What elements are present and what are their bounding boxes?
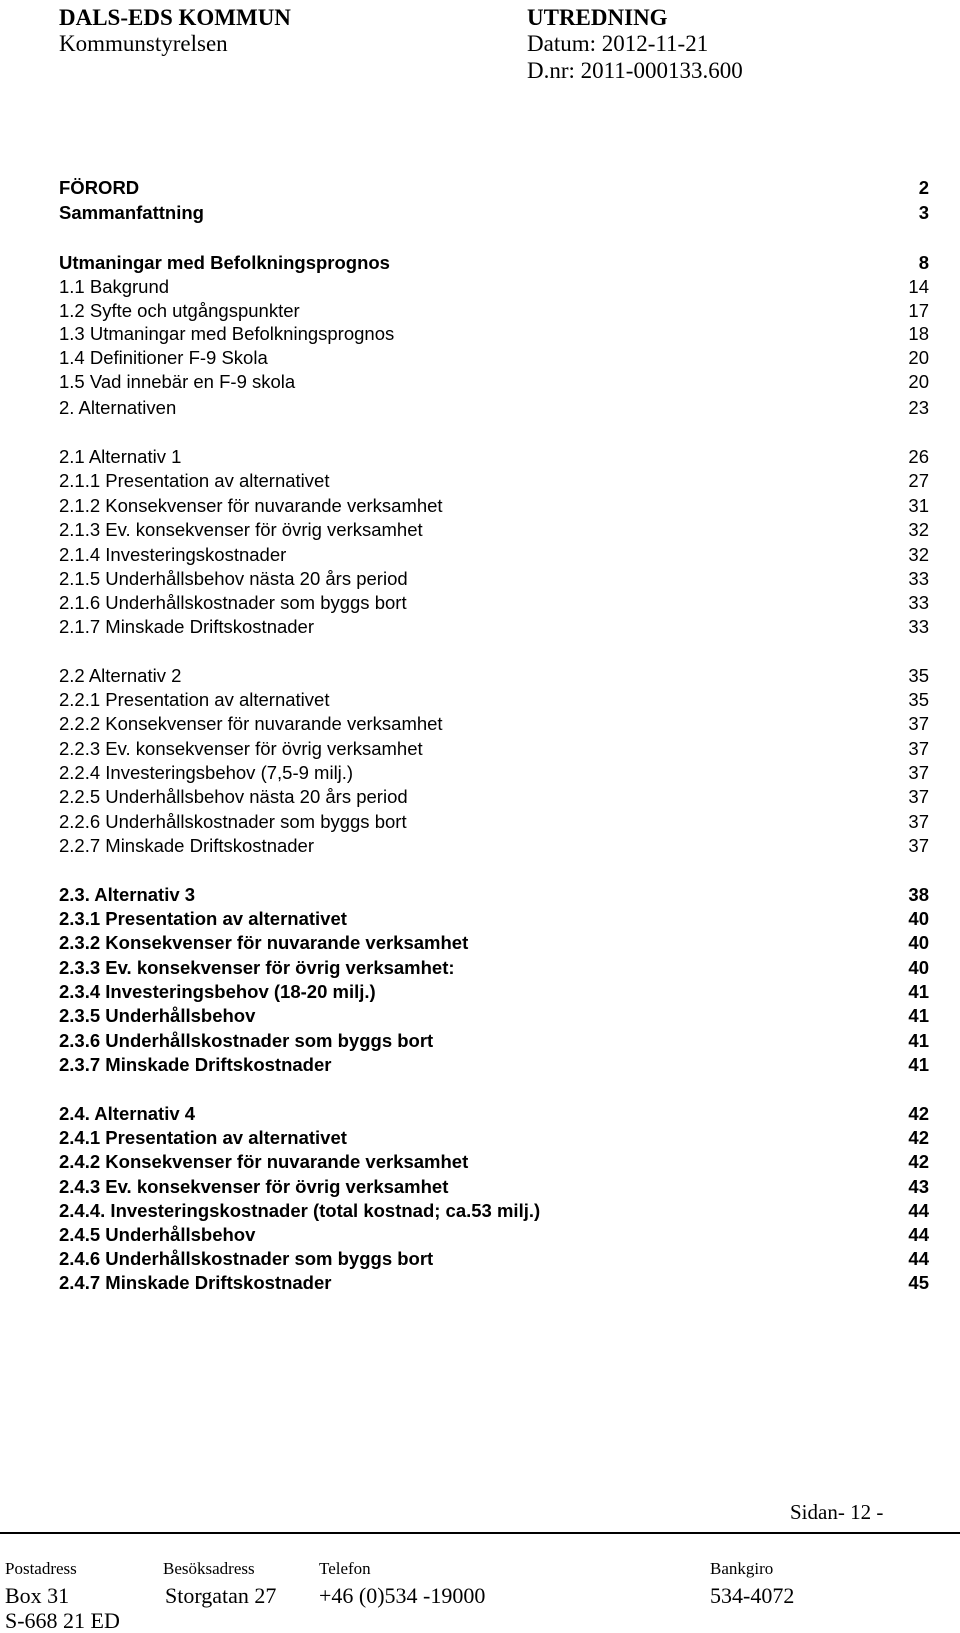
toc-entry [59, 468, 929, 494]
toc-entry-title: 2.2.6 Underhållskostnader som byggs bort [59, 811, 407, 832]
toc-entry [59, 274, 929, 300]
document-type: UTREDNING [527, 5, 668, 30]
toc-entry-title: 2.3.1 Presentation av alternativet [59, 908, 347, 929]
toc-entry-page: 40 [908, 957, 929, 978]
toc-entry [59, 833, 929, 859]
toc-entry-title: 2.4.1 Presentation av alternativet [59, 1127, 347, 1148]
toc-entry-page: 42 [908, 1103, 929, 1124]
toc-entry [59, 1174, 929, 1200]
toc-entry-page: 32 [908, 544, 929, 565]
toc-entry-page: 37 [908, 835, 929, 856]
toc-entry-page: 45 [908, 1272, 929, 1293]
toc-entry-title: 2.3.3 Ev. konsekvenser för övrig verksamhet: [59, 957, 455, 978]
toc-entry-page: 32 [908, 519, 929, 540]
toc-entry [59, 395, 929, 421]
toc-entry-title: 2.4.2 Konsekvenser för nuvarande verksamhet [59, 1151, 469, 1172]
toc-entry-title: 2.4.7 Minskade Driftskostnader [59, 1272, 332, 1293]
toc-entry-page: 44 [908, 1248, 929, 1269]
toc-entry-title: 2.1 Alternativ 1 [59, 446, 182, 467]
toc-entry-page: 14 [908, 276, 929, 297]
toc-entry-page: 37 [908, 762, 929, 783]
toc-entry-title: Utmaningar med Befolkningsprognos [59, 252, 390, 273]
toc-entry-page: 37 [908, 713, 929, 734]
toc-entry [59, 200, 929, 226]
toc-entry-title: 2.1.4 Investeringskostnader [59, 544, 287, 565]
toc-entry-page: 37 [908, 786, 929, 807]
toc-entry [59, 1222, 929, 1248]
toc-entry-title: 2.1.2 Konsekvenser för nuvarande verksamhet [59, 495, 443, 516]
toc-entry-page: 44 [908, 1224, 929, 1245]
toc-entry [59, 369, 929, 395]
toc-entry-title: 2.4.4. Investeringskostnader (total kostnad; ca.53 milj.) [59, 1200, 541, 1221]
toc-entry [59, 1125, 929, 1151]
toc-entry-title: 2.2.4 Investeringsbehov (7,5-9 milj.) [59, 762, 354, 783]
toc-entry-title: 1.1 Bakgrund [59, 276, 170, 297]
toc-entry-page: 41 [908, 981, 929, 1002]
toc-entry-page: 3 [918, 202, 929, 223]
toc-entry-page: 41 [908, 1054, 929, 1075]
toc-entry-page: 33 [908, 568, 929, 589]
page-number: Sidan- 12 - [790, 1500, 884, 1524]
toc-entry [59, 955, 929, 981]
toc-entry [59, 760, 929, 786]
toc-entry [59, 542, 929, 568]
bankgiro-label: Bankgiro [710, 1559, 774, 1578]
toc-entry [59, 493, 929, 519]
document-date: Datum: 2012-11-21 [527, 31, 709, 56]
toc-entry [59, 1198, 929, 1224]
toc-entry-page: 37 [908, 811, 929, 832]
toc-entry-page: 20 [908, 347, 929, 368]
toc-entry-page: 8 [918, 252, 929, 273]
toc-entry-title: 2.1.6 Underhållskostnader som byggs bort [59, 592, 407, 613]
toc-entry-page: 41 [908, 1005, 929, 1026]
toc-entry-page: 35 [908, 689, 929, 710]
toc-entry-title: 1.3 Utmaningar med Befolkningsprognos [59, 323, 395, 344]
toc-entry-page: 17 [908, 300, 929, 321]
besoksadress-value: Storgatan 27 [165, 1583, 277, 1608]
toc-entry [59, 444, 929, 470]
toc-entry [59, 1052, 929, 1078]
toc-entry-page: 42 [908, 1151, 929, 1172]
besoksadress-label: Besöksadress [163, 1559, 255, 1578]
toc-entry-page: 41 [908, 1030, 929, 1051]
toc-entry [59, 930, 929, 956]
toc-entry-title: 2.4. Alternativ 4 [59, 1103, 196, 1124]
toc-entry [59, 614, 929, 640]
toc-entry [59, 321, 929, 347]
toc-entry [59, 345, 929, 371]
toc-entry-title: 1.2 Syfte och utgångspunkter [59, 300, 300, 321]
toc-entry-title: 2.2.2 Konsekvenser för nuvarande verksamhet [59, 713, 443, 734]
toc-entry [59, 1028, 929, 1054]
toc-entry-title: 1.4 Definitioner F-9 Skola [59, 347, 268, 368]
toc-entry-title: 2.2.1 Presentation av alternativet [59, 689, 330, 710]
bankgiro-value: 534-4072 [710, 1583, 795, 1608]
toc-entry-title: 2.4.5 Underhållsbehov [59, 1224, 256, 1245]
toc-entry-title: 2.2.3 Ev. konsekvenser för övrig verksamhet [59, 738, 423, 759]
toc-entry-title: 2.2 Alternativ 2 [59, 665, 182, 686]
toc-entry-title: 1.5 Vad innebär en F-9 skola [59, 371, 296, 392]
toc-entry-page: 44 [908, 1200, 929, 1221]
toc-entry [59, 1270, 929, 1296]
toc-entry [59, 687, 929, 713]
toc-entry [59, 906, 929, 932]
toc-entry [59, 250, 929, 276]
toc-entry [59, 809, 929, 835]
toc-entry [59, 1246, 929, 1272]
toc-entry-page: 33 [908, 592, 929, 613]
toc-entry-page: 26 [908, 446, 929, 467]
toc-entry-page: 40 [908, 908, 929, 929]
toc-entry-title: 2.3.5 Underhållsbehov [59, 1005, 256, 1026]
toc-entry-title: 2.3.2 Konsekvenser för nuvarande verksamhet [59, 932, 469, 953]
footer-divider [0, 1532, 960, 1534]
department-name: Kommunstyrelsen [59, 31, 228, 56]
toc-entry-title: Sammanfattning [59, 202, 204, 223]
toc-entry [59, 517, 929, 543]
toc-entry [59, 711, 929, 737]
toc-entry [59, 590, 929, 616]
toc-entry-page: 2 [918, 177, 929, 198]
toc-entry [59, 784, 929, 810]
toc-entry-title: 2.1.1 Presentation av alternativet [59, 470, 330, 491]
toc-entry-title: 2.3.4 Investeringsbehov (18-20 milj.) [59, 981, 376, 1002]
toc-entry-page: 27 [908, 470, 929, 491]
toc-entry [59, 663, 929, 689]
toc-entry-title: 2.1.5 Underhållsbehov nästa 20 års period [59, 568, 408, 589]
postadress-line1: Box 31 [5, 1583, 70, 1608]
toc-entry-title: 2.2.5 Underhållsbehov nästa 20 års period [59, 786, 408, 807]
toc-entry-title: 2. Alternativen [59, 397, 177, 418]
toc-entry [59, 1149, 929, 1175]
toc-entry-title: 2.1.7 Minskade Driftskostnader [59, 616, 315, 637]
toc-entry-page: 38 [908, 884, 929, 905]
toc-entry [59, 736, 929, 762]
toc-entry-title: FÖRORD [59, 177, 140, 198]
toc-entry-title: 2.4.3 Ev. konsekvenser för övrig verksamhet [59, 1176, 449, 1197]
postadress-label: Postadress [5, 1559, 77, 1578]
toc-entry-page: 18 [908, 323, 929, 344]
toc-entry-title: 2.3.7 Minskade Driftskostnader [59, 1054, 332, 1075]
toc-entry-title: 2.2.7 Minskade Driftskostnader [59, 835, 315, 856]
toc-entry [59, 175, 929, 201]
telefon-label: Telefon [319, 1559, 371, 1578]
toc-entry-page: 23 [908, 397, 929, 418]
toc-entry-page: 20 [908, 371, 929, 392]
toc-entry-page: 35 [908, 665, 929, 686]
postadress-line2: S-668 21 ED [5, 1608, 120, 1633]
toc-entry-title: 2.4.6 Underhållskostnader som byggs bort [59, 1248, 434, 1269]
toc-entry [59, 979, 929, 1005]
toc-entry [59, 882, 929, 908]
toc-entry-page: 33 [908, 616, 929, 637]
toc-entry-page: 31 [908, 495, 929, 516]
organization-name: DALS-EDS KOMMUN [59, 5, 291, 30]
toc-entry-title: 2.1.3 Ev. konsekvenser för övrig verksamhet [59, 519, 423, 540]
document-dnr: D.nr: 2011-000133.600 [527, 58, 743, 83]
toc-entry-page: 37 [908, 738, 929, 759]
toc-entry-title: 2.3.6 Underhållskostnader som byggs bort [59, 1030, 434, 1051]
toc-entry [59, 1101, 929, 1127]
telefon-value: +46 (0)534 -19000 [319, 1583, 486, 1608]
toc-entry-page: 42 [908, 1127, 929, 1148]
toc-entry-page: 43 [908, 1176, 929, 1197]
toc-entry [59, 566, 929, 592]
toc-entry-title: 2.3. Alternativ 3 [59, 884, 196, 905]
toc-entry [59, 1003, 929, 1029]
toc-entry-page: 40 [908, 932, 929, 953]
